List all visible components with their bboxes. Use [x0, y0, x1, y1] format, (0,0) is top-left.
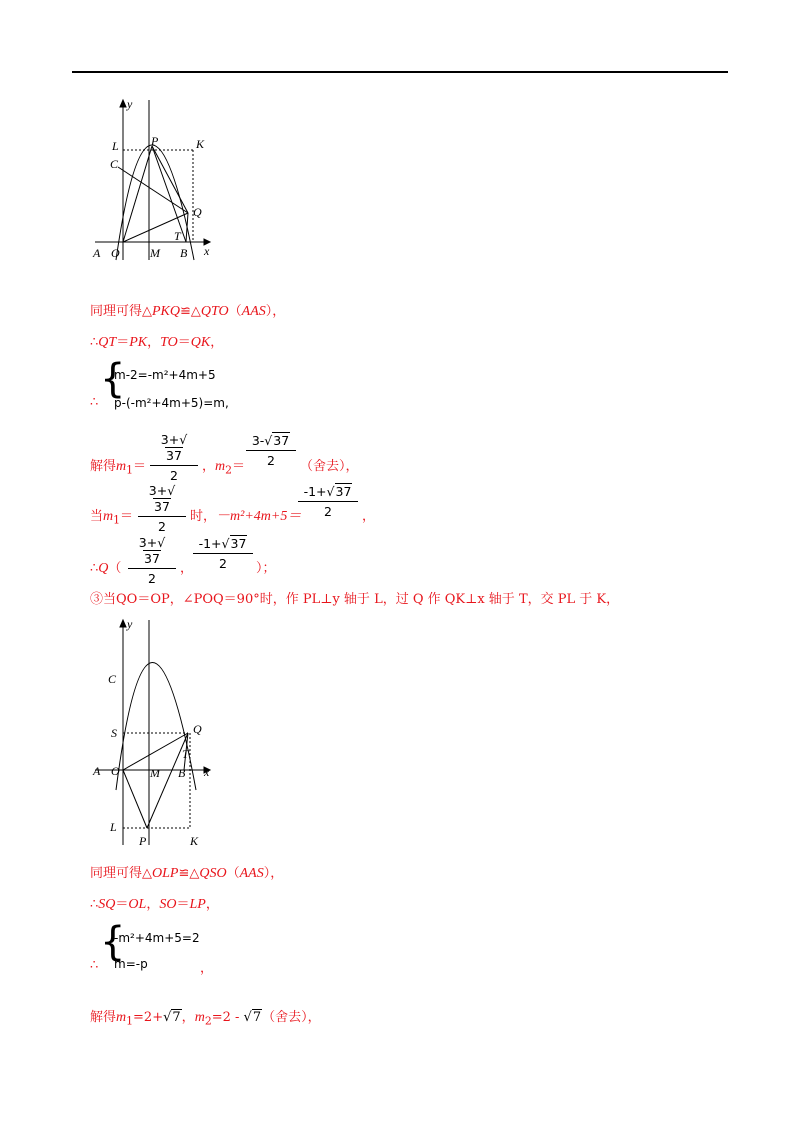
figure-1-parabola — [90, 95, 220, 265]
when-comma: ， — [362, 509, 376, 524]
system2-row2: m=-p — [114, 957, 148, 971]
system1-row1: m-2=-m²+4m+5 — [114, 368, 216, 382]
figure-2-parabola — [90, 615, 220, 855]
fig1-label-O: O — [111, 246, 120, 260]
fig2-label-O: O — [111, 764, 120, 778]
fig2-label-L: L — [110, 820, 117, 834]
q-close: ）； — [256, 561, 276, 576]
fig2-label-S: S — [111, 726, 117, 740]
fig2-label-C: C — [108, 672, 117, 686]
fig2-label-P: P — [139, 834, 147, 848]
fraction-when-m1: 3+√37 2 — [138, 483, 186, 534]
case-3-heading: ③当QO＝OP，∠POQ＝90°时，作 PL⊥y 轴于 L，过 Q 作 QK⊥x 轴于 T，交 PL 于 K， — [90, 592, 620, 607]
fig1-label-Q: Q — [193, 205, 202, 219]
reject-note-1: （舍去）， — [300, 459, 359, 474]
system-brace-1: { — [100, 356, 126, 402]
fig2-label-M: M — [150, 766, 160, 780]
fraction-m1: 3+√37 2 — [150, 432, 198, 483]
fig1-label-x: x — [204, 244, 210, 258]
fig1-label-T: T — [174, 229, 181, 243]
fig2-label-x: x — [204, 765, 210, 779]
fig1-label-M: M — [150, 246, 160, 260]
therefore-symbol-1: ∴ — [90, 395, 99, 410]
line-equalities-2: ∴SQ＝OL，SO＝LP， — [90, 897, 219, 912]
fraction-q-y: -1+√37 2 — [193, 535, 253, 571]
solution-line-1: 解得$m_1=$ — [90, 459, 147, 477]
q-line: ∴Q（ — [90, 561, 122, 576]
fig1-label-y: y — [127, 97, 133, 111]
fig1-label-L: L — [112, 139, 119, 153]
system2-comma: ， — [200, 961, 214, 976]
when-line-b: 时，－m²+4m+5＝ — [190, 509, 302, 524]
fig2-label-B: B — [178, 766, 186, 780]
solution-line-2: 解得$m_1=2+√7$，$m_2=2 - √7$（舍去）， — [90, 1010, 321, 1028]
fig1-label-P: P — [151, 134, 159, 148]
fig2-label-y: y — [127, 617, 133, 631]
q-comma: ， — [180, 561, 194, 576]
fig2-label-T: T — [182, 747, 189, 761]
fraction-when-value: -1+√37 2 — [298, 483, 358, 519]
therefore-symbol-2: ∴ — [90, 958, 99, 973]
solution-line-1b: ，$m_2=$ — [202, 459, 246, 477]
system1-row2: p-(-m²+4m+5)=m, — [114, 396, 229, 410]
header-rule — [72, 71, 728, 73]
fig1-label-A: A — [93, 246, 101, 260]
fraction-m2: 3-√37 2 — [246, 432, 296, 468]
fig1-label-K: K — [196, 137, 205, 151]
fig1-label-C: C — [110, 157, 119, 171]
system-brace-2: { — [100, 919, 126, 965]
fig1-label-B: B — [180, 246, 188, 260]
fig2-label-A: A — [93, 764, 101, 778]
line-congruent-1: 同理可得△PKQ≌△QTO（AAS）， — [90, 304, 286, 319]
line-congruent-2: 同理可得△OLP≌△QSO（AAS）， — [90, 866, 284, 881]
fig2-label-Q: Q — [193, 722, 202, 736]
system2-row1: -m²+4m+5=2 — [114, 931, 200, 945]
line-equalities-1: ∴QT＝PK，TO＝QK， — [90, 335, 224, 350]
when-line: 当$m_1=$ — [90, 509, 134, 527]
fraction-q-x: 3+√37 2 — [128, 535, 176, 586]
fig2-label-K: K — [190, 834, 199, 848]
